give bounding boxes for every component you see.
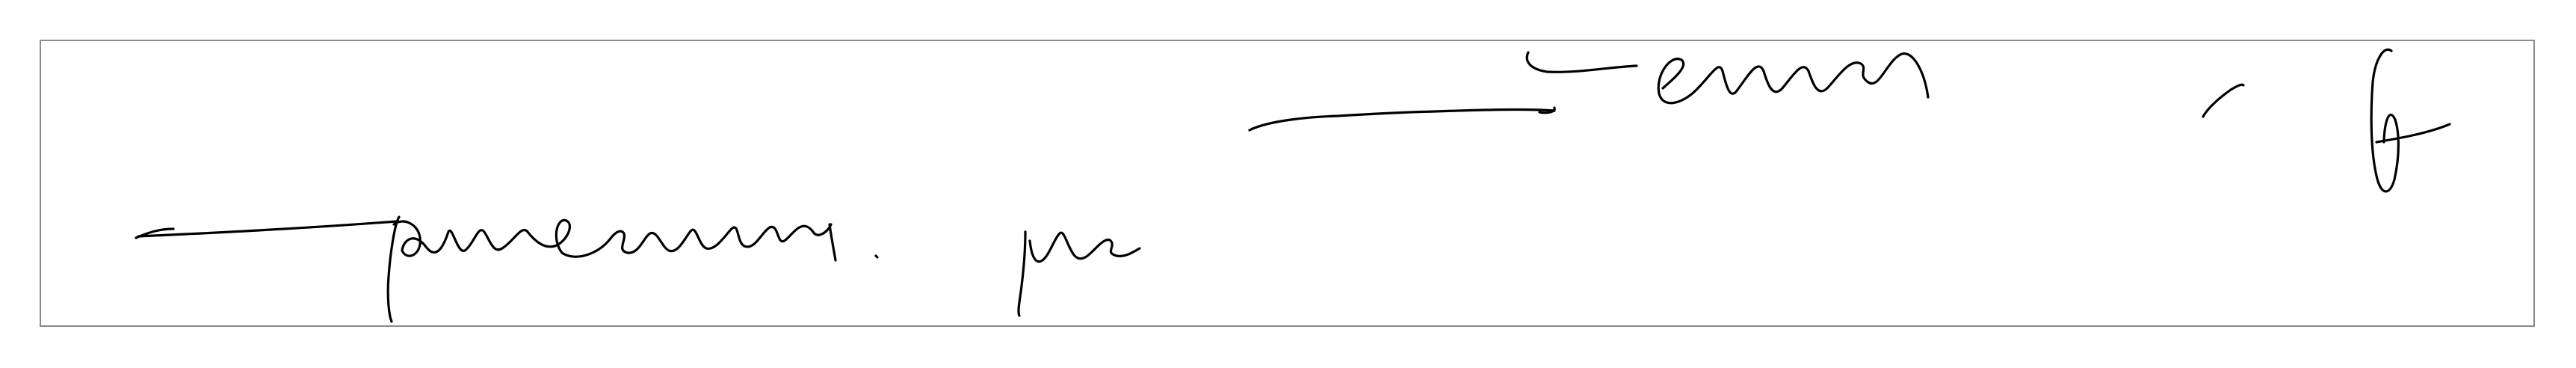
stroke-top-curl	[1527, 52, 1637, 72]
word-risoemiei	[388, 217, 835, 322]
letter-b	[2371, 49, 2450, 191]
word-is	[1019, 232, 1140, 316]
word-emii	[1658, 54, 1928, 103]
mark-small-angle	[2203, 85, 2243, 117]
period-dot	[876, 256, 877, 257]
stroke-long-dash-upper	[1250, 109, 1554, 130]
stroke-long-dash-lower	[136, 221, 396, 238]
